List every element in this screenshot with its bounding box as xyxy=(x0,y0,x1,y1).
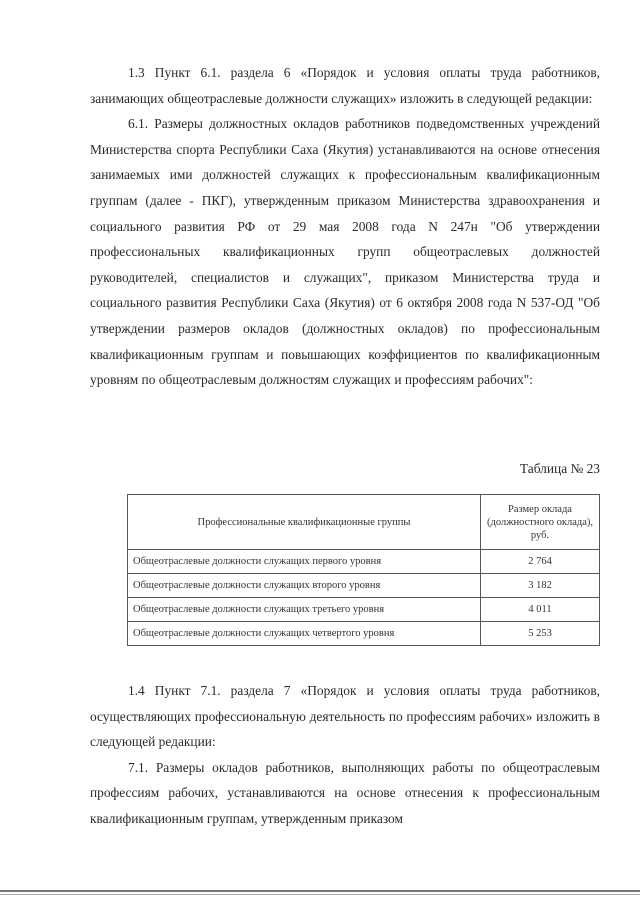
row-salary: 2 764 xyxy=(481,550,600,574)
clause-1-4: 1.4 Пункт 7.1. раздела 7 «Порядок и условия оплаты труда работников, осуществляющих профессиональную деятельность по профессиям рабочих» изложить в следующей редакции: xyxy=(90,683,600,750)
table-label: Таблица № 23 xyxy=(519,461,600,476)
header-salary: Размер оклада (должностного оклада), руб. xyxy=(481,495,600,550)
row-group: Общеотраслевые должности служащих второго уровня xyxy=(128,574,481,598)
row-group: Общеотраслевые должности служащих первого уровня xyxy=(128,550,481,574)
table-row xyxy=(128,574,600,598)
section-1-4 xyxy=(90,678,600,832)
scan-edge-line-secondary xyxy=(0,894,640,895)
table-row xyxy=(128,550,600,574)
section-1-3 xyxy=(90,60,600,393)
table-row xyxy=(128,622,600,646)
clause-6-1-body: 6.1. Размеры должностных окладов работников подведомственных учреждений Министерства спорта Республики Саха (Якутия) устанавливаются на основе отнесения занимаемых ими должностей служащих к профессиональным квалификационным группам (далее - ПКГ), утвержденным приказом Министерства здравоохранения и социального развития РФ от 29 мая 2008 года N 247н "Об утверждении профессиональных квалификационных групп общеотраслевых должностей руководителей, специалистов и служащих", приказом Министерства труда и социального развития Республики Саха (Якутия) от 6 октября 2008 года N 537-ОД "Об утверждении размеров окладов (должностных окладов) по профессиональным квалификационным группам и повышающих коэффициентов по квалификационным уровням по общеотраслевым должностям служащих и профессиям рабочих": xyxy=(90,116,600,388)
table-header-row xyxy=(128,495,600,550)
salary-table xyxy=(127,494,600,646)
header-group: Профессиональные квалификационные группы xyxy=(128,495,481,550)
row-salary: 4 011 xyxy=(481,598,600,622)
scan-edge-line xyxy=(0,890,640,892)
row-group: Общеотраслевые должности служащих третьего уровня xyxy=(128,598,481,622)
row-salary: 5 253 xyxy=(481,622,600,646)
clause-7-1-body: 7.1. Размеры окладов работников, выполняющих работы по общеотраслевым профессиям рабочих, устанавливаются на основе отнесения к профессиональным квалификационным группам, утвержденным приказом xyxy=(90,759,600,826)
table-row xyxy=(128,598,600,622)
clause-1-3: 1.3 Пункт 6.1. раздела 6 «Порядок и условия оплаты труда работников, занимающих общеотраслевые должности служащих» изложить в следующей редакции: xyxy=(90,65,600,106)
row-salary: 3 182 xyxy=(481,574,600,598)
row-group: Общеотраслевые должности служащих четвертого уровня xyxy=(128,622,481,646)
